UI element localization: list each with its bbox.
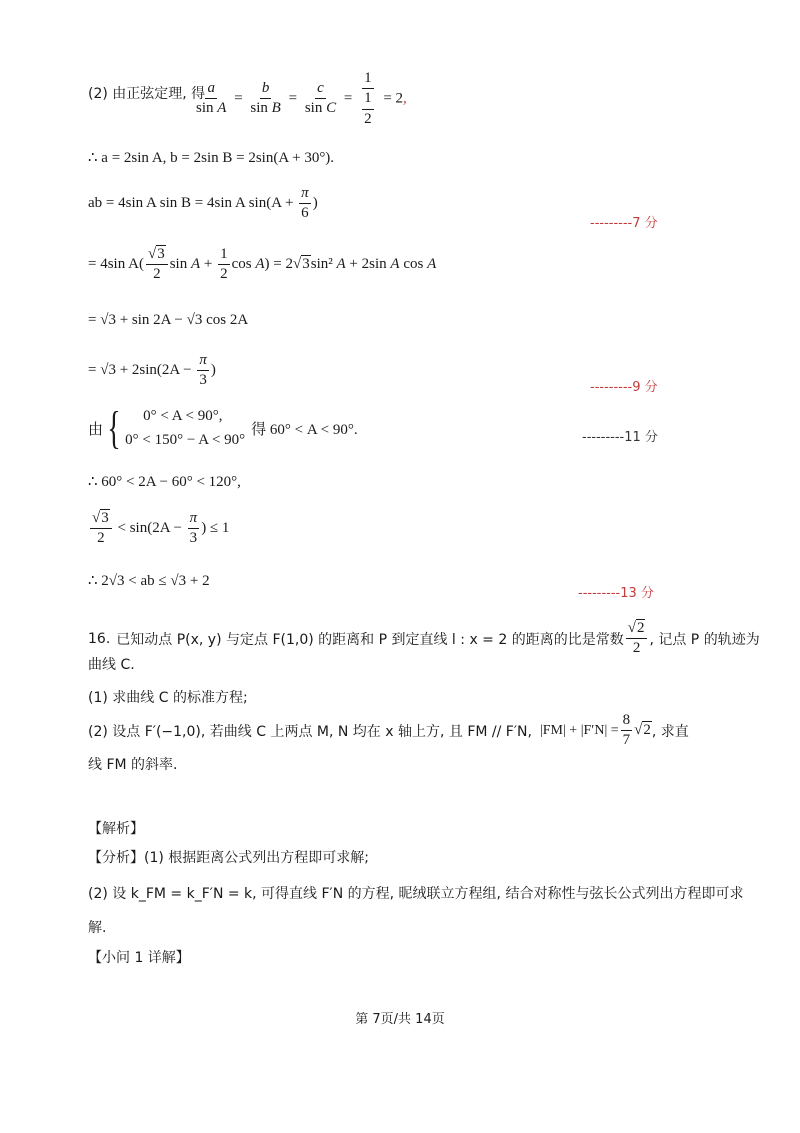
line-expand: = 4sin A( $\frac{√3}{2}$ sin A + $\frac{1}{2}$ cos A) = 2√3sin² A + 2sin A cos A	[88, 246, 437, 283]
line-sqrt3-sin: = √3 + sin 2A − √3 cos 2A	[88, 312, 249, 328]
system-result: 得 60° < A < 90°.	[251, 421, 358, 438]
q16-line-1: 16. 已知动点 P(x, y) 与定点 F(1,0) 的距离和 P 到定直线 l : x = 2 的距离的比是常数 $\frac{√2}{2}$ , 记点 P 的轨迹为	[88, 620, 760, 657]
left-brace: {	[107, 402, 121, 453]
analysis-heading: 【解析】	[88, 821, 144, 837]
score-13: ---------13 分	[578, 586, 654, 601]
system-by: 由	[88, 419, 104, 438]
q16-part-1: (1) 求曲线 C 的标准方程;	[88, 690, 248, 706]
q16-number: 16.	[88, 630, 111, 647]
sin-bounds-text: < sin(2A −	[117, 520, 182, 537]
analysis-text: 【分析】(1) 根据距离公式列出方程即可求解;	[88, 850, 369, 866]
step2-intro: (2) 由正弦定理, 得	[88, 86, 206, 102]
line-sin-bounds: $\frac{√3}{2}$ < sin(2A − $\frac{\pi}{3}$ ) ≤ 1	[92, 510, 230, 547]
sine-law-ratios: $\frac{a}{\text{sin A}}$ = $\frac{b}{\text{sin B}}$ = $\frac{c}{\text{sin C}}$ = $\frac{1}{\frac{1}{2}}$ = 2,	[196, 70, 407, 127]
q16-text-2: , 记点 P 的轨迹为	[649, 631, 760, 648]
q16-part-2: (2) 设点 F′(−1,0), 若曲线 C 上两点 M, N 均在 x 轴上方, 且 FM // F′N, |FM| + |F′N| = $\frac{8}{7}$ √2 , 求直	[88, 712, 689, 749]
step2-const: = 2	[383, 90, 404, 107]
q16-part2-b: |FM| + |F′N| =	[539, 722, 619, 738]
line-sin-form: = √3 + 2sin(2A − $\frac{\pi}{3}$ )	[88, 352, 216, 389]
expand-prefix: = 4sin A(	[88, 256, 144, 273]
inequality-system	[88, 404, 358, 452]
sin-form-prefix: = √3 + 2sin(2A −	[88, 362, 192, 379]
line-range-2a: ∴ 60° < 2A − 60° < 120°,	[88, 474, 241, 490]
line-final: ∴ 2√3 < ab ≤ √3 + 2	[88, 573, 210, 589]
subq1-heading: 【小问 1 详解】	[88, 950, 190, 966]
red-comma: ,	[403, 90, 407, 107]
analysis-part2-a: (2) 设 k_FM = k_F′N = k, 可得直线 F′N 的方程, 昵绒联立方程组, 结合对称性与弦长公式列出方程即可求	[88, 886, 744, 902]
q16-text-3: 曲线 C.	[88, 657, 135, 673]
ab-start: ab = 4sin A sin B = 4sin A sin(A +	[88, 195, 294, 212]
q16-part2-c: , 求直	[651, 723, 689, 740]
system-row-1: 0° < A < 90°,	[143, 408, 223, 424]
score-11: ---------11 分	[582, 430, 658, 445]
system-row-2: 0° < 150° − A < 90°	[125, 432, 246, 448]
q16-text-1: 已知动点 P(x, y) 与定点 F(1,0) 的距离和 P 到定直线 l : x = 2 的距离的比是常数	[116, 631, 624, 648]
page-footer: 第 7页/共 14页	[355, 1012, 445, 1027]
analysis-part2-b: 解.	[88, 920, 107, 936]
q16-part-2-d: 线 FM 的斜率.	[88, 757, 178, 773]
score-7: ---------7 分	[590, 216, 658, 231]
q16-part2-a: (2) 设点 F′(−1,0), 若曲线 C 上两点 M, N 均在 x 轴上方, 且 FM // F′N,	[88, 723, 532, 740]
sin-bounds-end: ) ≤ 1	[201, 520, 230, 537]
line-ab-product: ab = 4sin A sin B = 4sin A sin(A + $\frac{\pi}{6}$ )	[88, 185, 318, 222]
score-9: ---------9 分	[590, 380, 658, 395]
line-a-b: ∴ a = 2sin A, b = 2sin B = 2sin(A + 30°).	[88, 150, 335, 166]
